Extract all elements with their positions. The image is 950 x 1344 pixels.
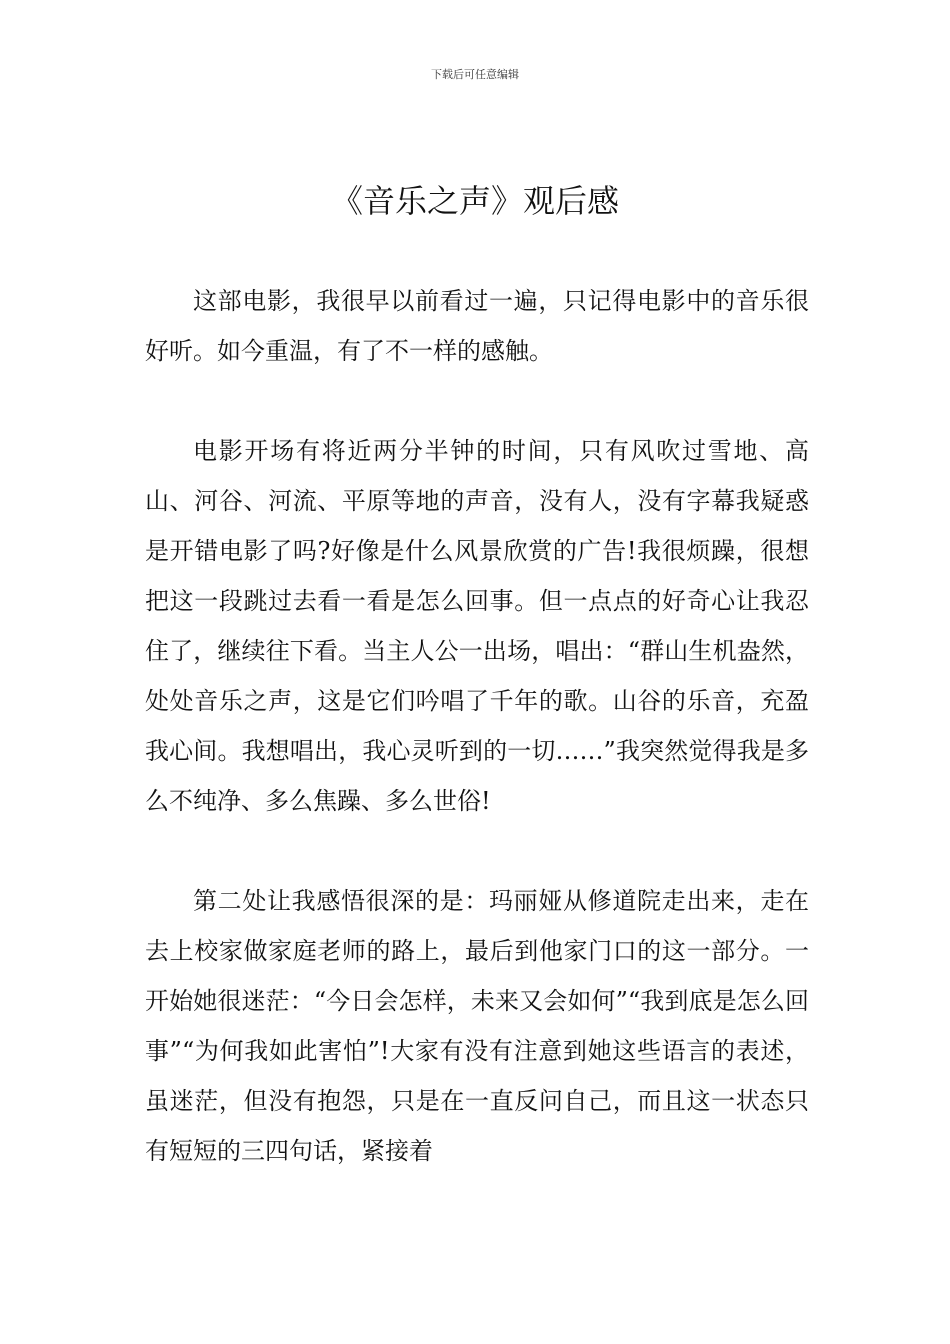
paragraph-1: 这部电影，我很早以前看过一遍，只记得电影中的音乐很好听。如今重温，有了不一样的感触。 [145,287,809,365]
document-title: 《音乐之声》观后感 [330,182,619,220]
paragraph-2: 电影开场有将近两分半钟的时间，只有风吹过雪地、高山、河谷、河流、平原等地的声音，没有人，没有字幕我疑惑是开错电影了吗?好像是什么风景欣赏的广告!我很烦躁，很想把这一段跳过去看一看是怎么回事。但一点点的好奇心让我忍住了，继续往下看。当主人公一出场，唱出：“群山生机盎然，处处音乐之声，这是它们吟唱了千年的歌。山谷的乐音，充盈我心间。我想唱出，我心灵听到的一切……”我突然觉得我是多么不纯净、多么焦躁、多么世俗! [145,437,809,815]
paragraph-3: 第二处让我感悟很深的是：玛丽娅从修道院走出来，走在去上校家做家庭老师的路上，最后到他家门口的这一部分。一开始她很迷茫：“今日会怎样，未来又会如何”“我到底是怎么回事”“为何我如此害怕”!大家有没有注意到她这些语言的表述，虽迷茫，但没有抱怨，只是在一直反问自己，而且这一状态只有短短的三四句话，紧接着 [145,887,809,1165]
document-body [145,276,809,1226]
header-note: 下载后可任意编辑 [431,68,519,81]
